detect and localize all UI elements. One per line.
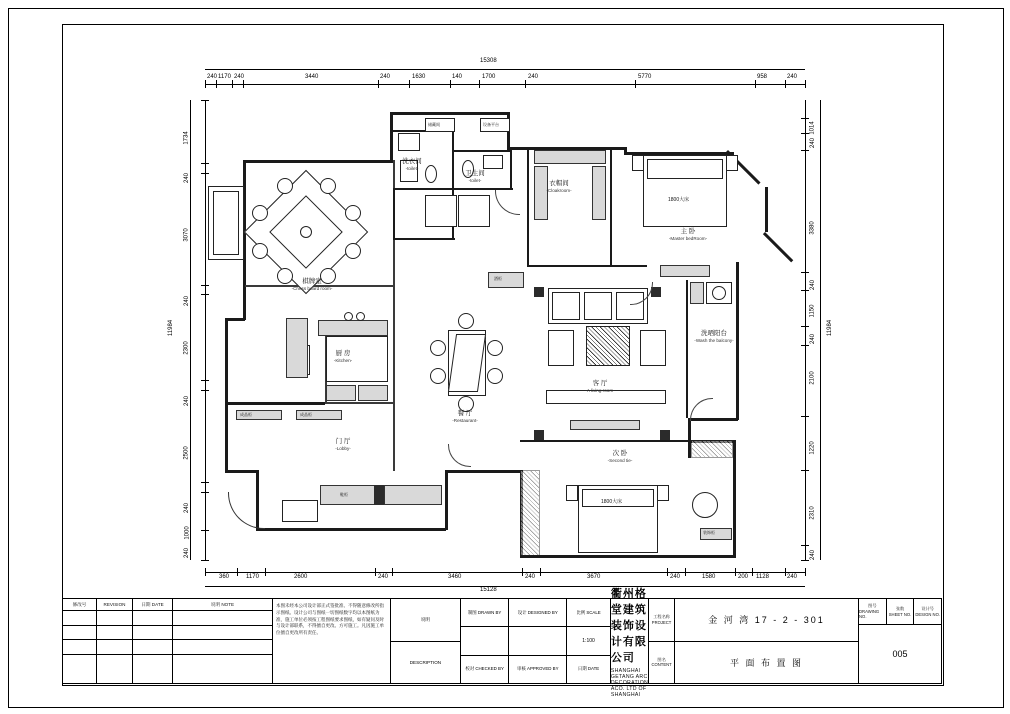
rev-hdr-2: REVISION (97, 599, 133, 610)
rev-row-1 (63, 611, 272, 626)
wall-cloakroom-left (527, 147, 529, 267)
cloakroom-wardrobe-right (592, 166, 606, 220)
design-no-key-cn: 设计号 (921, 606, 934, 612)
sheet-key-cn: 张数 (895, 606, 905, 612)
dim-right-5: 1150 (809, 304, 816, 318)
drawing-title-value: 平 面 布 置 图 (730, 657, 804, 668)
room-label-master-bedroom: 主 卧 -Master bedRoom- (668, 228, 708, 242)
annotation-upper-1: 储藏间 (428, 122, 440, 127)
dim-left-8: 240 (184, 502, 191, 514)
dim-top-12: 240 (787, 74, 798, 80)
annotation-second-bed-size: 1800大床 (601, 499, 623, 505)
company-name-cn: 衢州格堂建筑装饰设计有限公司 (610, 587, 647, 664)
wall-right-step (736, 262, 739, 282)
bottom-dim-line-total (205, 586, 805, 587)
top-dim-line-total (205, 69, 805, 70)
cloakroom-wardrobe-top (534, 150, 606, 164)
dim-right-8: 1220 (809, 441, 816, 455)
basin-2 (483, 155, 503, 169)
appr-drawn-by: 制图 DRAWN BY (461, 599, 509, 626)
company-block (610, 587, 649, 698)
dim-left-2: 240 (184, 172, 191, 184)
dim-left-4: 240 (184, 295, 191, 307)
chair-1 (277, 178, 293, 194)
wall-cloakroom-right (610, 147, 612, 267)
entry-bench (282, 500, 318, 522)
bath2-top (452, 150, 510, 152)
nightstand-left (632, 155, 644, 171)
master-tv-cabinet (660, 265, 710, 277)
sofa-cushion-1 (552, 292, 580, 320)
dim-bot-6: 240 (525, 574, 536, 580)
description-column (391, 599, 461, 683)
dim-top-2: 1170 (218, 74, 231, 80)
chair-8 (252, 205, 268, 221)
appr-checked-by: 校对 CHECKED BY (461, 656, 509, 683)
room-label-chess-room: 棋牌室 -Chess board room- (291, 278, 333, 292)
balcony-cabinet (690, 282, 704, 304)
room-label-bathroom-2: 卫生间 -toilet- (465, 170, 485, 184)
appr-date: 日期 DATE (577, 666, 600, 672)
wall-second-bedroom-top (520, 440, 690, 442)
bath1-right (452, 130, 454, 190)
content-key-cn: 图名 (657, 656, 666, 662)
drawing-no-key-cn: 图号 (868, 603, 877, 609)
company-name-en: SHANGHAI GETANG ARC DECORATION ACO. LTD OF SHANGHAI (610, 667, 649, 698)
kitchen-cabinet-low (358, 385, 388, 401)
dim-right-7: 2100 (809, 371, 816, 385)
dim-bot-7: 3670 (587, 574, 601, 580)
room-label-lobby: 门 厅 -Lobby- (335, 438, 351, 452)
annotation-storage-right: 成品柜 (300, 412, 312, 417)
room-label-cloakroom: 衣帽间 -Cloakroom- (546, 180, 572, 194)
washing-machine-drum (712, 286, 726, 300)
chair-2 (320, 178, 336, 194)
corridor-cabinet-1 (320, 485, 380, 505)
balcony-floor-hatch (520, 470, 540, 556)
design-no-key (914, 599, 941, 624)
dim-right-9: 2310 (809, 506, 816, 520)
dining-chair-3 (430, 340, 446, 356)
wall-entry-bottom (256, 528, 446, 531)
dim-left-7: 2500 (183, 446, 190, 460)
master-bed-pillows (647, 159, 723, 179)
dim-top-6: 1630 (412, 74, 426, 80)
wall-cloakroom-bottom (527, 265, 647, 267)
annotation-shoe-cabinet: 鞋柜 (340, 492, 348, 497)
bottom-dim-line-chain (205, 572, 805, 573)
column-2 (651, 287, 661, 297)
rev-hdr-1: 修改号 (63, 599, 97, 610)
desc-hdr-en: DESCRIPTION (409, 659, 442, 665)
nightstand-right (726, 155, 738, 171)
armchair-left (548, 330, 574, 366)
dim-left-6: 240 (184, 395, 191, 407)
dining-chair-6 (487, 368, 503, 384)
wall-lobby-top (225, 402, 325, 405)
content-key (649, 642, 675, 684)
wall-right-master (765, 187, 768, 232)
sofa-cushion-2 (584, 292, 612, 320)
annotation-wine-cabinet: 酒柜 (494, 276, 502, 281)
second-nightstand-right (657, 485, 669, 501)
design-no-key-en: DESIGN NO. (915, 611, 940, 617)
room-label-living-room: 客 厅 -A living room- (585, 380, 615, 394)
dim-left-total: 11984 (168, 319, 175, 337)
dim-bot-1: 360 (219, 574, 230, 580)
rev-row-3 (63, 640, 272, 655)
wall-lobby-bottom (225, 470, 259, 473)
rev-hdr-3: 日期 DATE (133, 599, 173, 610)
room-label-wash-balcony: 洗晒阳台 -Wash the balcony- (694, 330, 734, 344)
left-dim-line-total (190, 100, 191, 560)
second-bedroom-balcony-hatch (691, 440, 733, 458)
dim-top-10: 5770 (638, 74, 652, 80)
dim-top-11: 958 (757, 74, 768, 80)
project-block (649, 599, 859, 683)
content-key-en: CONTENT (651, 662, 672, 668)
dim-top-total: 15308 (480, 58, 497, 64)
rev-hdr-4: 说明 NOTE (210, 601, 235, 607)
appr-designed-by: 设计 DESIGNED BY (509, 599, 567, 626)
dim-bot-5: 3460 (448, 574, 462, 580)
room-label-second-bedroom: 次 卧 -Second tie- (607, 450, 633, 464)
tv-console (570, 420, 640, 430)
sheet-number-block (859, 599, 941, 683)
drawing-title-row (649, 642, 858, 684)
stove-burner-1 (344, 312, 353, 321)
chair-3 (345, 205, 361, 221)
wall-corridor-left (445, 470, 448, 530)
drawing-no-key-en: DRAWING NO. (859, 608, 880, 620)
dim-bot-11: 1128 (756, 574, 769, 580)
wall-corridor-bottom (445, 470, 523, 473)
wall-top-chess (243, 160, 393, 163)
bath2-right (510, 150, 512, 190)
dim-top-1: 240 (207, 74, 218, 80)
dining-chair-5 (487, 340, 503, 356)
room-label-restaurant: 餐 厅 -Restaurant- (452, 410, 478, 424)
dim-bot-2: 1170 (246, 574, 259, 580)
project-key-en: PROJECT (651, 619, 672, 625)
dim-top-4: 3440 (305, 74, 319, 80)
room-label-kitchen: 厨 房 -Kitchen- (333, 350, 353, 364)
dim-left-10: 240 (184, 547, 191, 559)
dim-top-3: 240 (234, 74, 245, 80)
partition-kitchen-right (393, 285, 395, 403)
fridge (326, 385, 356, 401)
corridor-column (374, 485, 384, 505)
dim-bottom-total: 15128 (480, 587, 497, 593)
chair-4 (345, 243, 361, 259)
wall-mid-up-v (390, 112, 393, 162)
revision-table (63, 599, 273, 683)
dim-left-5: 2300 (183, 341, 190, 355)
general-note: 本图未经本公司设计部正式签批准、不得随意修改所指示图纸。设计公司与图纸一切图纸数字均以本图纸为准，施工单位必须按工程图纸要求图纸，如有疑问及时与设计部联系，不得擅自更改。方可施工。凡因施工单位擅自更改所有责任。 (273, 599, 391, 683)
approval-table (461, 599, 611, 683)
partition-kitchen-bot (325, 402, 395, 404)
project-key-cn: 工程名称 (653, 614, 670, 620)
appr-scale-value: 1:100 (582, 637, 595, 644)
appr-approved-by: 审核 APPROVED BY (509, 656, 567, 683)
top-dim-line-chain (205, 84, 805, 85)
kitchen-counter-left (286, 318, 308, 378)
dim-bot-4: 240 (378, 574, 389, 580)
project-name-value: 金 河 湾 17 - 2 - 301 (708, 615, 825, 626)
dim-right-10: 240 (810, 549, 817, 561)
chess-table-center (300, 226, 312, 238)
dim-left-1: 1734 (183, 131, 190, 145)
room-label-bathroom-1: 洗衣间 -toilet- (402, 158, 422, 172)
right-dim-line-total (820, 100, 821, 560)
dim-bot-3: 2600 (294, 574, 308, 580)
dim-bot-8: 240 (670, 574, 681, 580)
column-3 (534, 430, 544, 440)
dim-right-4: 240 (810, 279, 817, 291)
wall-hall-left (393, 190, 395, 240)
round-side-table (692, 492, 718, 518)
left-dim-line-chain (205, 100, 206, 560)
chair-7 (252, 243, 268, 259)
shower-tray (398, 133, 420, 151)
coffee-table (586, 326, 630, 366)
dim-right-3: 3380 (809, 221, 816, 235)
annotation-master-bed-size: 1800大床 (668, 197, 690, 203)
annotation-storage-left: 成品柜 (240, 412, 252, 417)
stove-burner-2 (356, 312, 365, 321)
appr-scale-hdr: 比例 SCALE (576, 609, 601, 615)
dim-bot-12: 240 (787, 574, 798, 580)
dim-left-3: 3070 (183, 228, 190, 242)
wall-bottom-sec (520, 555, 736, 558)
kitchen-counter-top (318, 320, 388, 336)
appliance-box-2 (458, 195, 490, 227)
desc-hdr-cn: 说明 (391, 599, 460, 642)
drawing-no-key (859, 599, 887, 624)
bay-window-chess-inner (213, 191, 239, 255)
dim-top-9: 240 (528, 74, 539, 80)
sheet-key-en: SHEET NO. (888, 611, 912, 617)
dim-right-6: 240 (810, 333, 817, 345)
armchair-right (640, 330, 666, 366)
wall-top-north (390, 112, 510, 115)
wall-balcony-right (736, 280, 739, 420)
dim-top-8: 1700 (482, 74, 496, 80)
rev-row-4 (63, 655, 272, 683)
wall-hall-bottom (393, 238, 455, 240)
rev-row-2 (63, 626, 272, 641)
appliance-box-1 (425, 195, 457, 227)
project-key (649, 599, 675, 641)
wall-lobby-left (225, 402, 228, 472)
corridor-cabinet-2 (384, 485, 442, 505)
dining-chair-1 (458, 313, 474, 329)
project-name-row (649, 599, 858, 642)
partition-corridor-v (393, 403, 395, 471)
wall-sec-right (733, 440, 736, 558)
dim-right-1: 240 (810, 137, 817, 149)
sheet-number-value: 005 (892, 649, 908, 659)
right-dim-line-chain (805, 100, 806, 560)
column-4 (660, 430, 670, 440)
second-nightstand-left (566, 485, 578, 501)
dim-left-9: 1000 (184, 526, 191, 540)
dim-top-5: 240 (380, 74, 391, 80)
dining-chair-4 (430, 368, 446, 384)
sheet-no-key (887, 599, 915, 624)
wall-balcony-left (686, 280, 688, 418)
annotation-decor-cabinet: 装饰柜 (703, 530, 715, 535)
dim-right-2: 1014 (809, 121, 816, 135)
dim-top-7: 140 (452, 74, 463, 80)
wall-kitchen-left-upper (243, 284, 246, 320)
annotation-upper-2: 设备平台 (483, 122, 499, 127)
column-1 (534, 287, 544, 297)
dim-bot-9: 1580 (702, 574, 716, 580)
dim-bot-10: 200 (738, 574, 749, 580)
dim-right-total: 11984 (827, 319, 834, 337)
wall-kitchen-left (225, 318, 228, 404)
wall-kitchen-step (225, 318, 245, 321)
